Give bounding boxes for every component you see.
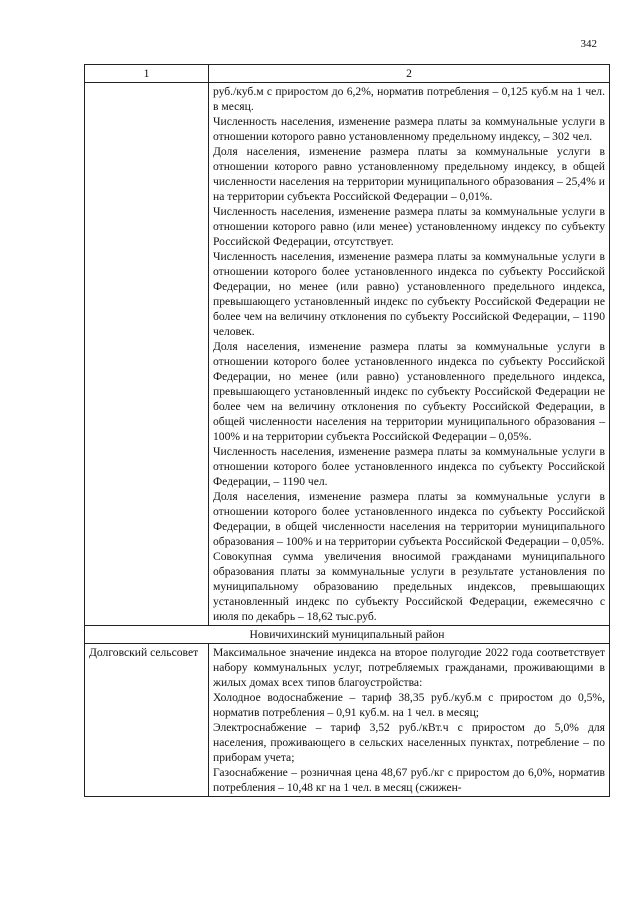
document-table [84, 64, 610, 797]
table-row [85, 644, 610, 797]
right-cell [209, 644, 610, 797]
paragraph: Доля населения, изменение размера платы за коммунальные услуги в отношении которого более установленного индекса по субъекту Российской Федерации, в общей численности населения на территории муниципального образования – 100% и на территории субъекта Российской Федерации – 0,05%. [213, 490, 605, 548]
paragraph: Холодное водоснабжение – тариф 38,35 руб./куб.м с приростом до 0,5%, норматив потребления – 0,91 куб.м. на 1 чел. в месяц; [213, 691, 605, 719]
paragraph: руб./куб.м с приростом до 6,2%, норматив потребления – 0,125 куб.м на 1 чел. в месяц. [213, 85, 605, 113]
paragraph: Численность населения, изменение размера платы за коммунальные услуги в отношении которого равно (или менее) установленному индексу по субъекту Российской Федерации, отсутствует. [213, 205, 605, 248]
column-header-2: 2 [209, 65, 610, 83]
paragraph: Численность населения, изменение размера платы за коммунальные услуги в отношении которого равно установленному предельному индексу, – 302 чел. [213, 115, 605, 143]
section-row [85, 626, 610, 644]
paragraph: Доля населения, изменение размера платы за коммунальные услуги в отношении которого равно установленному предельному индексу, в общей численности населения на территории муниципального образования – 25,4% и на территории субъекта Российской Федерации – 0,01%. [213, 145, 605, 203]
right-cell [209, 83, 610, 626]
column-header-1: 1 [85, 65, 209, 83]
left-cell-empty [85, 83, 209, 626]
paragraph: Численность населения, изменение размера платы за коммунальные услуги в отношении которого более установленного индекса по субъекту Российской Федерации, но менее (или равно) установленного предельного индекса, превышающего установленный индекс по субъекту Российской Федерации не более чем на величину отклонения по субъекту Российской Федерации, – 1190 человек. [213, 250, 605, 338]
paragraph: Совокупная сумма увеличения вносимой гражданами муниципального образования платы за коммунальные услуги в результате установления по муниципальному образованию предельных индексов, превышающих установленный индекс по субъекту Российской Федерации, ежемесячно с июля по декабрь – 18,62 тыс.руб. [213, 550, 605, 623]
paragraph: Численность населения, изменение размера платы за коммунальные услуги в отношении которого более установленного индекса по субъекту Российской Федерации, – 1190 чел. [213, 445, 605, 488]
municipality-name: Долговский сельсовет [85, 644, 209, 797]
paragraph: Электроснабжение – тариф 3,52 руб./кВт.ч с приростом до 5,0% для населения, проживающего в сельских населенных пунктах, потребление – по приборам учета; [213, 721, 605, 764]
paragraph: Газоснабжение – розничная цена 48,67 руб./кг с приростом до 6,0%, норматив потребления – 10,48 кг на 1 чел. в месяц (сжижен- [213, 766, 605, 794]
paragraph: Доля населения, изменение размера платы за коммунальные услуги в отношении которого более установленного индекса по субъекту Российской Федерации, но менее (или равно) установленного предельного индекса, превышающего установленный индекс по субъекту Российской Федерации не более чем на величину отклонения по субъекту Российской Федерации, в общей численности населения на территории муниципального образования – 100% и на территории субъекта Российской Федерации – 0,05%. [213, 340, 605, 443]
page-number: 342 [580, 38, 597, 50]
table-row [85, 83, 610, 626]
table-header-row [85, 65, 610, 83]
section-title: Новичихинский муниципальный район [85, 626, 610, 644]
paragraph: Максимальное значение индекса на второе полугодие 2022 года соответствует набору коммунальных услуг, потребляемых гражданами, проживающими в жилых домах всех типов благоустройства: [213, 646, 605, 689]
